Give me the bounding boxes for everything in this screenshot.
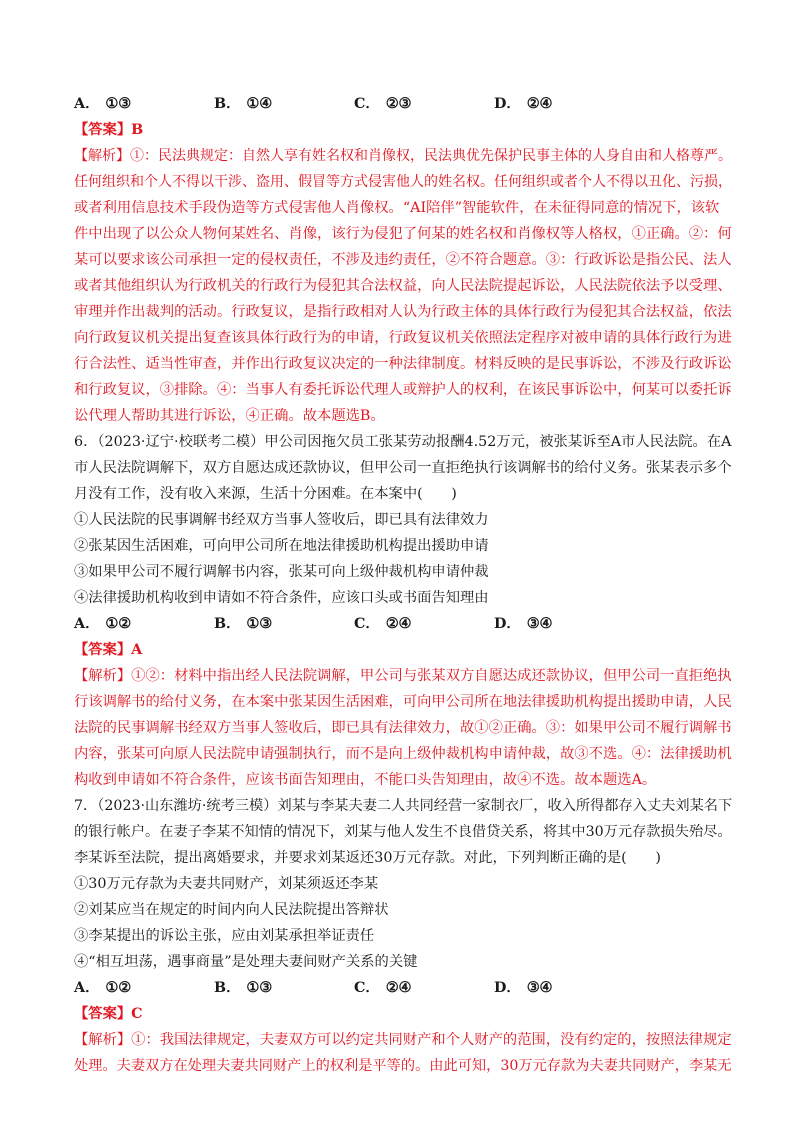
q7-statement: ①30万元存款为夫妻共同财产，刘某须返还李某 bbox=[74, 876, 379, 892]
q5-analysis-line: 【解析】①：民法典规定：自然人享有姓名权和肖像权，民法典优先保护民事主体的人身自由和人格尊严。 bbox=[74, 148, 732, 164]
q7-stem-line: 7．（2023·山东潍坊·统考三模）刘某与李某夫妻二人共同经营一家制衣厂，收入所得都存入丈夫刘某名下 bbox=[74, 798, 733, 814]
q5-analysis-line: 行合法性、适当性审查，并作出行政复议决定的一种法律制度。材料反映的是民事诉讼，不涉及行政诉讼 bbox=[74, 356, 732, 372]
q5-analysis-line: 件中出现了以公众人物何某姓名、肖像，该行为侵犯了何某的姓名权和肖像权等人格权，①正确。②：何 bbox=[74, 226, 732, 242]
q7-analysis-line: 处理。夫妻双方在处理夫妻共同财产上的权利是平等的。由此可知，30万元存款为夫妻共同财产，李某无 bbox=[74, 1058, 732, 1074]
q5-analysis-line: 讼代理人帮助其进行诉讼，④正确。故本题选B。 bbox=[74, 408, 385, 424]
q6-option-c: C． ②④ bbox=[354, 616, 412, 632]
q6-analysis-line: 法院的民事调解书经双方当事人签收后，即已具有法律效力，故①②正确。③：如果甲公司不履行调解书 bbox=[74, 720, 732, 736]
q5-analysis-line: 任何组织和个人不得以干涉、盗用、假冒等方式侵害他人的姓名权。任何组织或者个人不得以丑化、污损， bbox=[74, 174, 732, 190]
q5-analysis-line: 和行政复议，③排除。④：当事人有委托诉讼代理人或辩护人的权利，在该民事诉讼中，何某可以委托诉 bbox=[74, 382, 732, 398]
q6-statement: ④法律援助机构收到申请如不符合条件，应该口头或书面告知理由 bbox=[74, 590, 489, 606]
q7-answer: 【答案】C bbox=[74, 1006, 143, 1022]
q6-answer: 【答案】A bbox=[74, 642, 143, 658]
q5-analysis-line: 审理并作出裁判的活动。行政复议，是指行政相对人认为行政主体的具体行政行为侵犯其合法权益，依法 bbox=[74, 304, 732, 320]
q7-statement: ③李某提出的诉讼主张，应由刘某承担举证责任 bbox=[74, 928, 375, 944]
q5-option-a: A． ①③ bbox=[74, 96, 132, 112]
q6-stem-line: 6．（2023·辽宁·校联考二模）甲公司因拖欠员工张某劳动报酬4.52万元，被张某诉至A市人民法院。在A bbox=[74, 434, 732, 450]
q6-statement: ②张某因生活困难，可向甲公司所在地法律援助机构提出援助申请 bbox=[74, 538, 489, 554]
q6-analysis-line: 行该调解书的给付义务，在本案中张某因生活困难，可向甲公司所在地法律援助机构提出援助申请，人民 bbox=[74, 694, 732, 710]
q6-option-a: A． ①② bbox=[74, 616, 132, 632]
q6-statement: ①人民法院的民事调解书经双方当事人签收后，即已具有法律效力 bbox=[74, 512, 489, 528]
q6-analysis-line: 【解析】①②：材料中指出经人民法院调解，甲公司与张某双方自愿达成还款协议，但甲公司一直拒绝执 bbox=[74, 668, 732, 684]
q5-analysis-line: 向行政复议机关提出复查该具体行政行为的申请，行政复议机关依照法定程序对被申请的具体行政行为进 bbox=[74, 330, 732, 346]
q7-option-b: B． ①③ bbox=[214, 980, 273, 996]
q5-analysis-line: 某可以要求该公司承担一定的侵权责任，不涉及违约责任，②不符合题意。③：行政诉讼是指公民、法人 bbox=[74, 252, 732, 268]
q5-analysis-line: 或者利用信息技术手段伪造等方式侵害他人肖像权。“AI陪伴”智能软件，在未征得同意的情况下，该软 bbox=[74, 200, 720, 216]
q5-option-c: C． ②③ bbox=[354, 96, 412, 112]
q5-answer: 【答案】B bbox=[74, 122, 144, 138]
q7-stem-line: 的银行帐户。在妻子李某不知情的情况下，刘某与他人发生不良借贷关系，将其中30万元存款损失殆尽。 bbox=[74, 824, 732, 840]
q7-option-c: C． ②④ bbox=[354, 980, 412, 996]
q6-stem-line: 市人民法院调解下，双方自愿达成还款协议，但甲公司一直拒绝执行该调解书的给付义务。张某表示多个 bbox=[74, 460, 732, 476]
q5-analysis-line: 或者其他组织认为行政机关的行政行为侵犯其合法权益，向人民法院提起诉讼，人民法院依法予以受理、 bbox=[74, 278, 732, 294]
q6-option-b: B． ①③ bbox=[214, 616, 273, 632]
q7-option-d: D． ③④ bbox=[494, 980, 553, 996]
q5-option-d: D． ②④ bbox=[494, 96, 553, 112]
q6-analysis-line: 构收到申请如不符合条件，应该书面告知理由，不能口头告知理由，故④不选。故本题选A。 bbox=[74, 772, 657, 788]
q7-statement: ②刘某应当在规定的时间内向人民法院提出答辩状 bbox=[74, 902, 389, 918]
q5-option-b: B． ①④ bbox=[214, 96, 273, 112]
q7-stem-line: 李某诉至法院，提出离婚要求，并要求刘某返还30万元存款。对此，下列判断正确的是( ) bbox=[74, 850, 661, 866]
q6-option-d: D． ③④ bbox=[494, 616, 553, 632]
q7-option-a: A． ①② bbox=[74, 980, 132, 996]
q6-statement: ③如果甲公司不履行调解书内容，张某可向上级仲裁机构申请仲裁 bbox=[74, 564, 489, 580]
q7-analysis-line: 【解析】①：我国法律规定，夫妻双方可以约定共同财产和个人财产的范围，没有约定的，按照法律规定 bbox=[74, 1032, 732, 1048]
q7-statement: ④“相互坦荡，遇事商量”是处理夫妻间财产关系的关键 bbox=[74, 954, 418, 970]
q6-analysis-line: 内容，张某可向原人民法院申请强制执行，而不是向上级仲裁机构申请仲裁，故③不选。④：法律援助机 bbox=[74, 746, 732, 762]
q6-stem-line: 月没有工作，没有收入来源，生活十分困难。在本案中( ) bbox=[74, 486, 457, 502]
